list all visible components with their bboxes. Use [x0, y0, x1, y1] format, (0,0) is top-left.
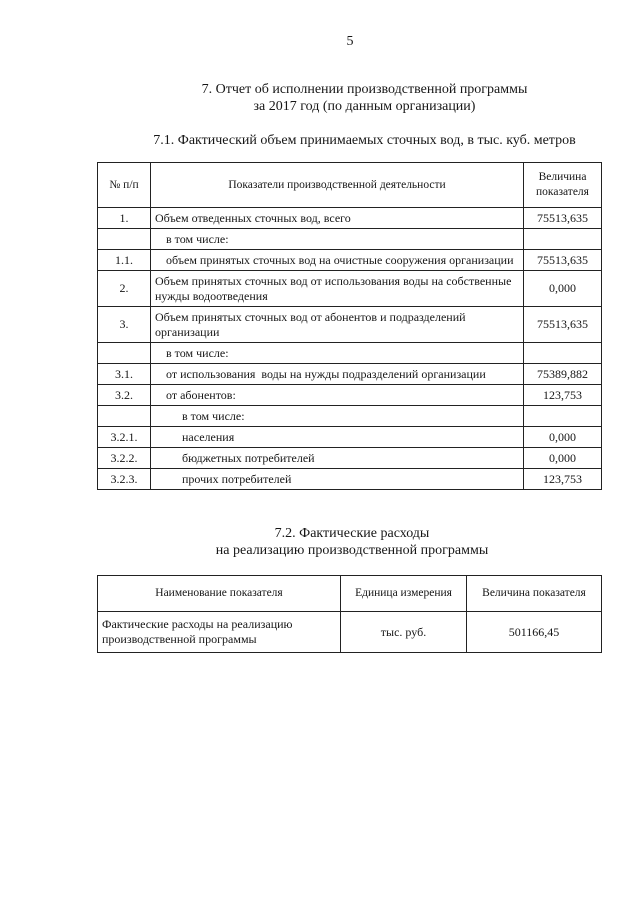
section-7-2-title-line: 7.2. Фактические расходы	[274, 526, 430, 541]
table-row	[98, 469, 602, 490]
indicator-value-cell: 75389,882	[524, 364, 602, 385]
row-number-cell: 3.	[98, 307, 151, 343]
table-row	[98, 364, 602, 385]
table-row	[98, 307, 602, 343]
indicator-value-cell: 501166,45	[467, 612, 602, 653]
table-row	[98, 250, 602, 271]
indicator-value-cell	[524, 229, 602, 250]
indicator-label-cell: от использования воды на нужды подразделений организации	[151, 364, 524, 385]
indicator-label-cell: в том числе:	[151, 229, 524, 250]
row-number-cell: 3.2.	[98, 385, 151, 406]
table-row	[98, 385, 602, 406]
indicator-value-cell: 123,753	[524, 385, 602, 406]
page-number: 5	[346, 34, 354, 49]
table-row	[98, 612, 602, 653]
indicator-value-cell: 0,000	[524, 427, 602, 448]
header-unit: Единица измерения	[341, 576, 467, 612]
indicator-label-cell: Объем принятых сточных вод от использования воды на собственные нужды водоотведения	[151, 271, 524, 307]
row-number-cell	[98, 229, 151, 250]
indicator-label-cell: бюджетных потребителей	[151, 448, 524, 469]
indicator-value-cell: 75513,635	[524, 307, 602, 343]
indicator-label-cell: населения	[151, 427, 524, 448]
row-number-cell: 3.2.1.	[98, 427, 151, 448]
indicator-value-cell: 0,000	[524, 271, 602, 307]
section-7-title	[97, 81, 632, 115]
section-7-title-line: 7. Отчет об исполнении производственной программы	[201, 82, 528, 97]
wastewater-volume-table-body	[98, 208, 602, 490]
row-number-cell	[98, 406, 151, 427]
section-7-2-title-line: на реализацию производственной программы	[215, 543, 489, 558]
indicator-name-cell: Фактические расходы на реализацию производственной программы	[98, 612, 341, 653]
indicator-label-cell: объем принятых сточных вод на очистные сооружения организации	[151, 250, 524, 271]
section-7-title-line: за 2017 год (по данным организации)	[253, 99, 476, 114]
expenses-table	[97, 575, 602, 653]
row-number-cell: 3.2.2.	[98, 448, 151, 469]
indicator-label-cell: в том числе:	[151, 343, 524, 364]
wastewater-volume-table	[97, 162, 602, 490]
table-row	[98, 271, 602, 307]
indicator-value-cell: 75513,635	[524, 250, 602, 271]
indicator-value-cell: 0,000	[524, 448, 602, 469]
indicator-label-cell: прочих потребителей	[151, 469, 524, 490]
row-number-cell: 3.2.3.	[98, 469, 151, 490]
header-value: Величина показателя	[467, 576, 602, 612]
table-header-row	[98, 163, 602, 208]
row-number-cell	[98, 343, 151, 364]
table-row	[98, 208, 602, 229]
table-row	[98, 229, 602, 250]
header-row-number: № п/п	[98, 163, 151, 208]
table-row	[98, 406, 602, 427]
table-row	[98, 448, 602, 469]
indicator-value-cell: 123,753	[524, 469, 602, 490]
row-number-cell: 3.1.	[98, 364, 151, 385]
table-row	[98, 427, 602, 448]
header-value: Величина показателя	[524, 163, 602, 208]
indicator-label-cell: Объем принятых сточных вод от абонентов и подразделений организации	[151, 307, 524, 343]
table-row	[98, 343, 602, 364]
table-header-row	[98, 576, 602, 612]
indicator-value-cell	[524, 406, 602, 427]
section-7-1-title: 7.1. Фактический объем принимаемых сточных вод, в тыс. куб. метров	[153, 133, 576, 148]
indicator-value-cell	[524, 343, 602, 364]
unit-cell: тыс. руб.	[341, 612, 467, 653]
indicator-value-cell: 75513,635	[524, 208, 602, 229]
indicator-label-cell: от абонентов:	[151, 385, 524, 406]
row-number-cell: 1.1.	[98, 250, 151, 271]
section-7-2-title	[97, 525, 607, 559]
indicator-label-cell: Объем отведенных сточных вод, всего	[151, 208, 524, 229]
header-indicator-name: Наименование показателя	[98, 576, 341, 612]
row-number-cell: 1.	[98, 208, 151, 229]
row-number-cell: 2.	[98, 271, 151, 307]
indicator-label-cell: в том числе:	[151, 406, 524, 427]
header-indicator: Показатели производственной деятельности	[151, 163, 524, 208]
